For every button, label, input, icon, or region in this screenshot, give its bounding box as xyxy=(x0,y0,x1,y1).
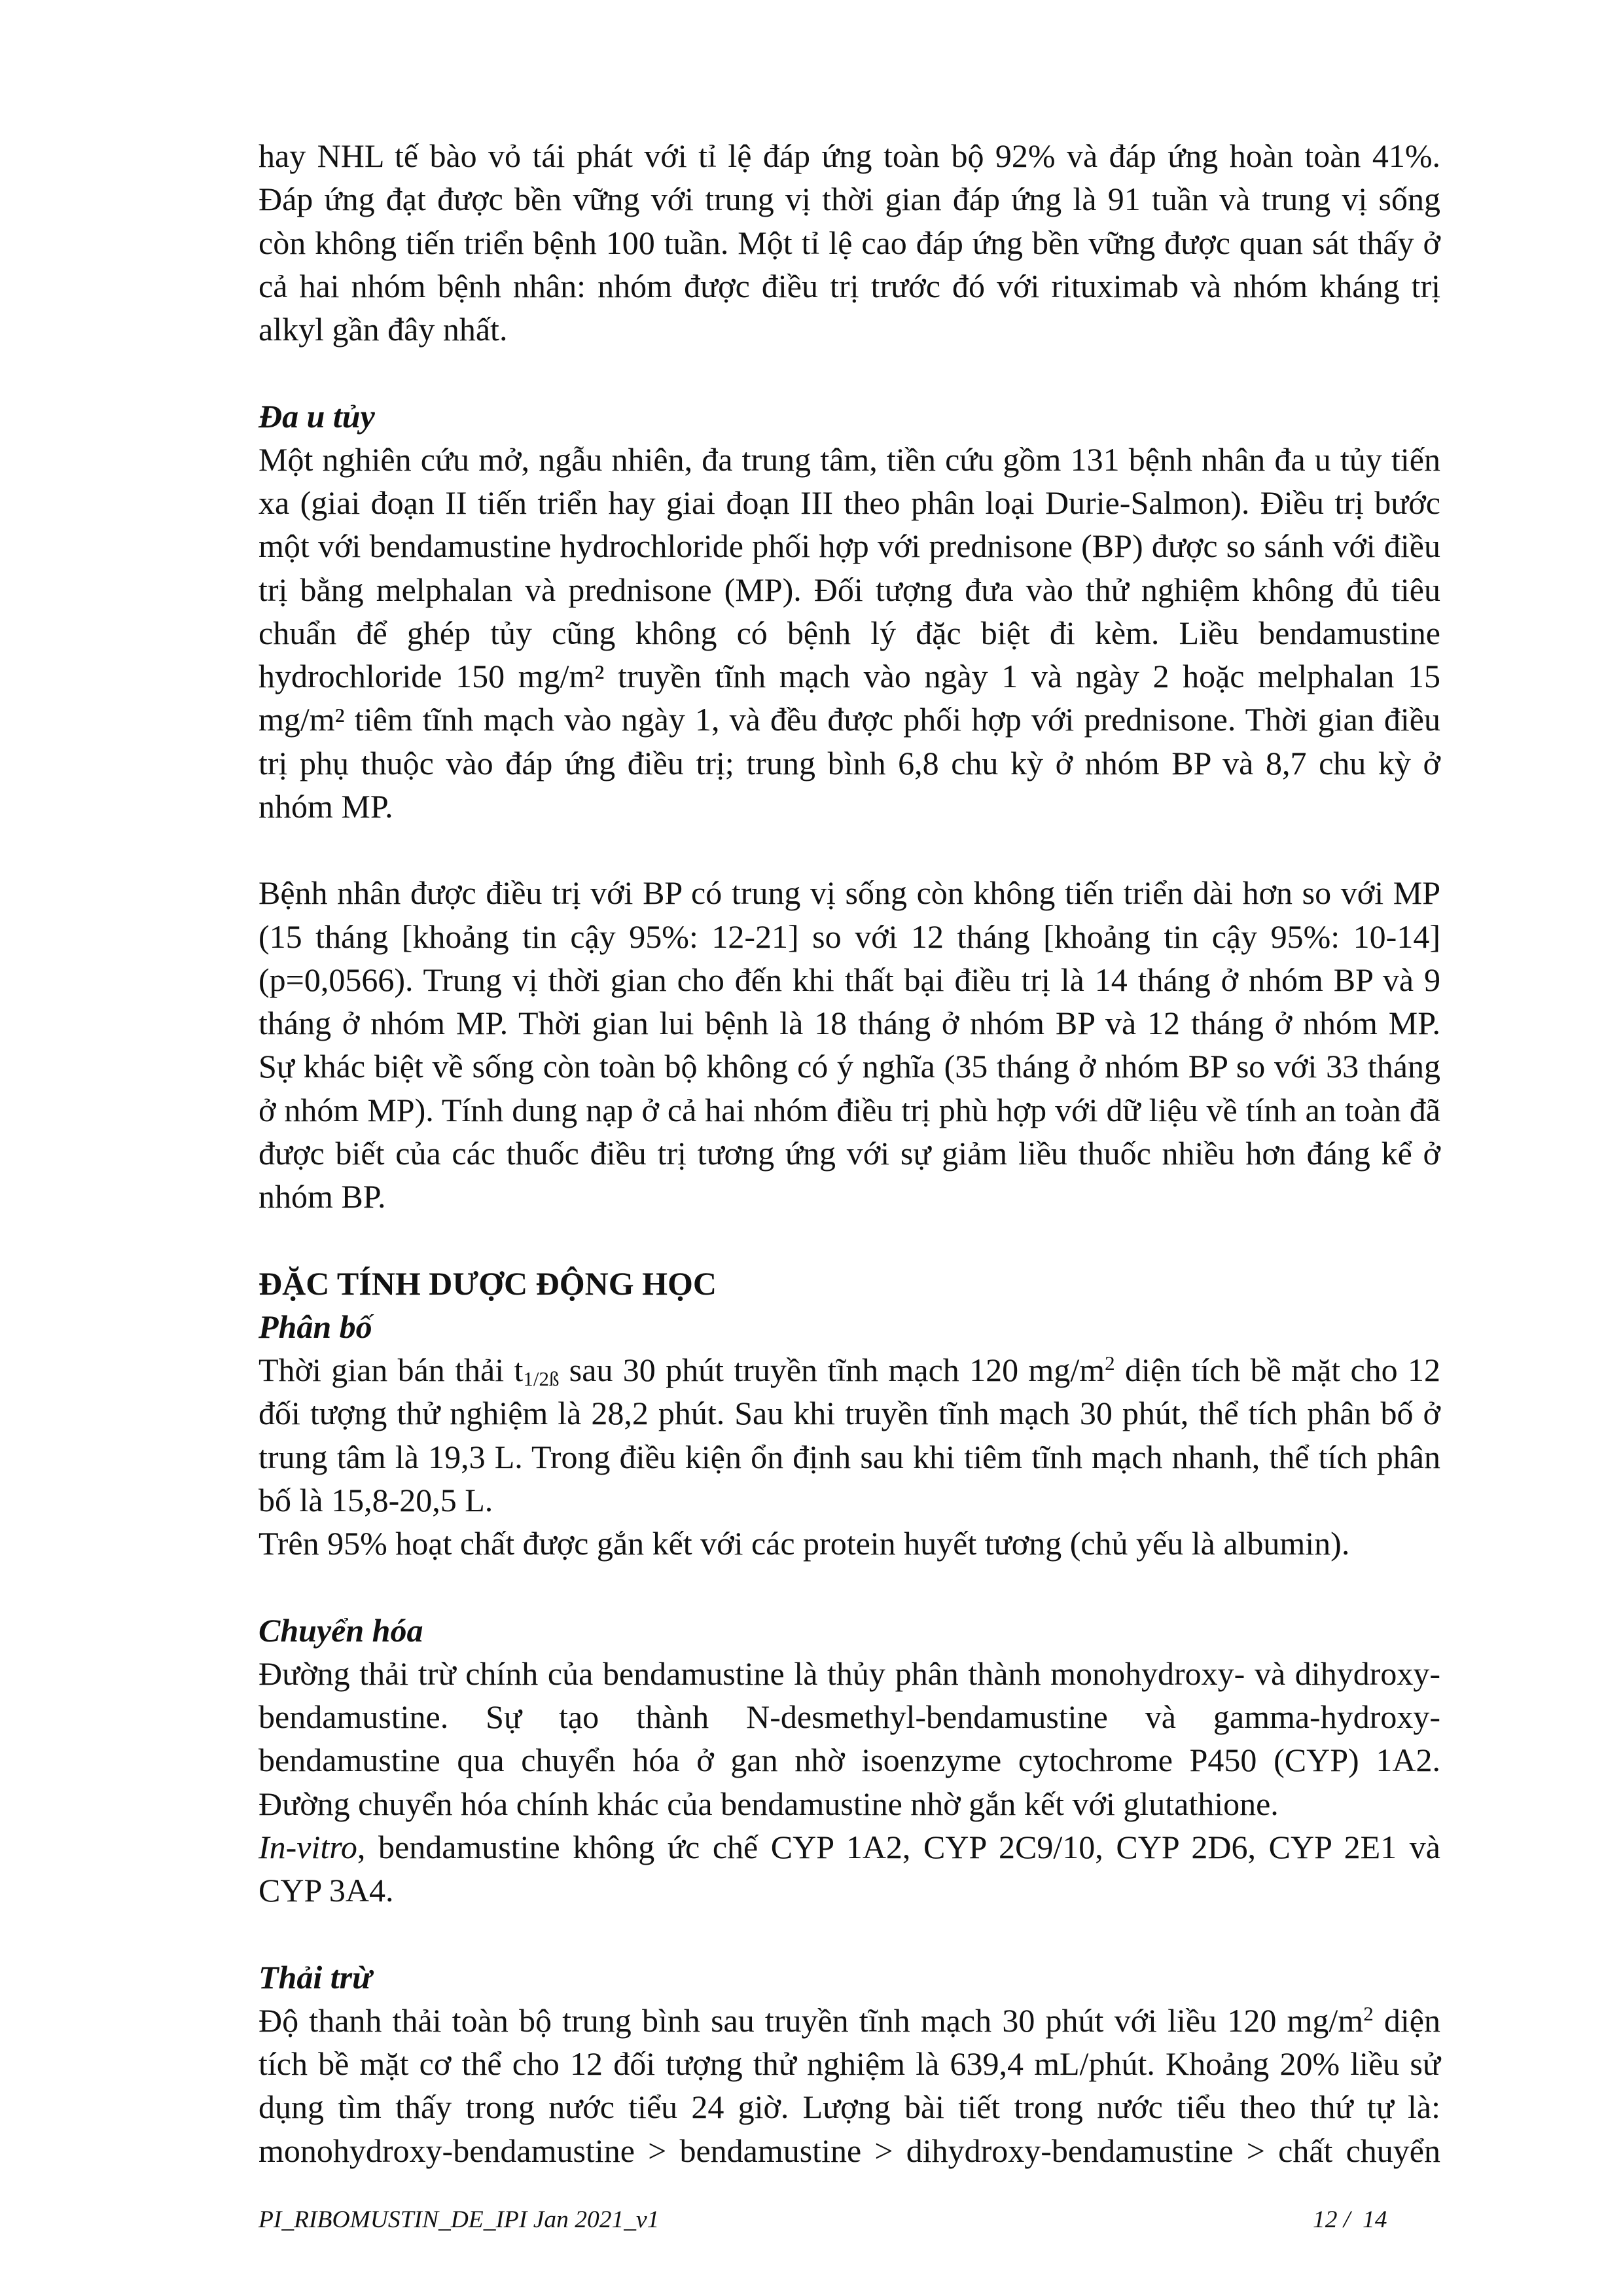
paragraph-line: dụng tìm thấy trong nước tiểu 24 giờ. Lượng bài tiết trong nước tiểu theo thứ tự là: xyxy=(259,2089,1440,2126)
paragraph-line: Một nghiên cứu mở, ngẫu nhiên, đa trung tâm, tiền cứu gồm 131 bệnh nhân đa u tủy tiến xyxy=(259,440,1440,478)
subscript-text: 1/2ß xyxy=(523,1367,560,1390)
paragraph-line: xa (giai đoạn II tiến triển hay giai đoạn III theo phân loại Durie-Salmon). Điều trị bước xyxy=(259,484,1440,521)
subsection-heading: Chuyển hóa xyxy=(259,1611,423,1649)
superscript-text: 2 xyxy=(1363,2001,1374,2025)
text-segment: Độ thanh thải toàn bộ trung bình sau truyền tĩnh mạch 30 phút với liều 120 mg/m xyxy=(259,2001,1364,2039)
paragraph-line: CYP 3A4. xyxy=(259,1872,394,1909)
paragraph-line: được biết của các thuốc điều trị tương ứng với sự giảm liều thuốc nhiều hơn đáng kể ở xyxy=(259,1134,1440,1172)
document-body xyxy=(259,134,1440,2172)
footer-document-code: PI_RIBOMUSTIN_DE_IPI Jan 2021_v1 xyxy=(259,2206,660,2233)
paragraph-line: Sự khác biệt về sống còn toàn bộ không có ý nghĩa (35 tháng ở nhóm BP so với 33 tháng xyxy=(259,1048,1440,1085)
text-segment: , bendamustine không ức chế CYP 1A2, CYP 2C9/10, CYP 2D6, CYP 2E1 và xyxy=(357,1828,1440,1865)
paragraph-line: Đường thải trừ chính của bendamustine là thủy phân thành monohydroxy- và dihydroxy- xyxy=(259,1655,1440,1692)
paragraph-line: tích bề mặt cơ thể cho 12 đối tượng thử nghiệm là 639,4 mL/phút. Khoảng 20% liều sử xyxy=(259,2045,1440,2082)
paragraph-line: ở nhóm MP). Tính dung nạp ở cả hai nhóm điều trị phù hợp với dữ liệu về tính an toàn đã xyxy=(259,1091,1440,1128)
paragraph-line: monohydroxy-bendamustine > bendamustine > dihydroxy-bendamustine > chất chuyển xyxy=(259,2132,1440,2169)
section-heading: ĐẶC TÍNH DƯỢC ĐỘNG HỌC xyxy=(259,1265,717,1302)
subsection-heading: Đa u tủy xyxy=(259,397,375,435)
subsection-heading: Phân bố xyxy=(259,1308,372,1345)
paragraph-line: hydrochloride 150 mg/m² truyền tĩnh mạch vào ngày 1 và ngày 2 hoặc melphalan 15 xyxy=(259,658,1440,694)
paragraph-spacer xyxy=(259,1218,1440,1261)
paragraph-line: trị bằng melphalan và prednisone (MP). Đối tượng đưa vào thử nghiệm không đủ tiêu xyxy=(259,571,1440,608)
paragraph-line: trung tâm là 19,3 L. Trong điều kiện ổn định sau khi tiêm tĩnh mạch nhanh, thể tích phân xyxy=(259,1438,1440,1475)
text-segment: diện xyxy=(1373,2001,1440,2039)
paragraph-line: Bệnh nhân được điều trị với BP có trung vị sống còn không tiến triển dài hơn so với MP xyxy=(259,874,1440,912)
paragraph-line: một với bendamustine hydrochloride phối hợp với prednisone (BP) được so sánh với điều xyxy=(259,528,1440,565)
paragraph-line: mg/m² tiêm tĩnh mạch vào ngày 1, và đều được phối hợp với prednisone. Thời gian điều xyxy=(259,701,1440,738)
paragraph-line: Đáp ứng đạt được bền vững với trung vị thời gian đáp ứng là 91 tuần và trung vị sống xyxy=(259,181,1440,218)
text-segment: Thời gian bán thải t xyxy=(259,1352,524,1388)
paragraph-spacer xyxy=(259,1565,1440,1608)
paragraph-line xyxy=(259,1348,1440,1391)
paragraph-line: nhóm MP. xyxy=(259,787,393,825)
paragraph-line xyxy=(259,1825,1440,1869)
paragraph-line: (p=0,0566). Trung vị thời gian cho đến khi thất bại điều trị là 14 tháng ở nhóm BP và 9 xyxy=(259,961,1440,998)
paragraph-spacer xyxy=(259,828,1440,871)
paragraph-line: bendamustine. Sự tạo thành N-desmethyl-bendamustine và gamma-hydroxy- xyxy=(259,1698,1440,1735)
paragraph-line: nhóm BP. xyxy=(259,1178,386,1215)
paragraph-line: bendamustine qua chuyển hóa ở gan nhờ isoenzyme cytochrome P450 (CYP) 1A2. xyxy=(259,1742,1440,1779)
paragraph-line: bố là 15,8-20,5 L. xyxy=(259,1481,493,1518)
paragraph-spacer xyxy=(259,351,1440,394)
text-segment: sau 30 phút truyền tĩnh mạch 120 mg/m xyxy=(559,1352,1105,1388)
italic-term: In-vitro xyxy=(259,1828,357,1865)
paragraph-line: hay NHL tế bào vỏ tái phát với tỉ lệ đáp ứng toàn bộ 92% và đáp ứng hoàn toàn 41%. xyxy=(259,137,1440,174)
paragraph-line: còn không tiến triển bệnh 100 tuần. Một tỉ lệ cao đáp ứng bền vững được quan sát thấy ở xyxy=(259,224,1440,261)
text-segment: diện tích bề mặt cho 12 xyxy=(1115,1352,1440,1388)
superscript-text: 2 xyxy=(1105,1351,1115,1374)
paragraph-line: Đường chuyển hóa chính khác của bendamustine nhờ gắn kết với glutathione. xyxy=(259,1785,1279,1822)
footer-page-number: 12 / 14 xyxy=(1313,2206,1387,2233)
paragraph-line: Trên 95% hoạt chất được gắn kết với các protein huyết tương (chủ yếu là albumin). xyxy=(259,1525,1350,1562)
paragraph-spacer xyxy=(259,1912,1440,1955)
paragraph-line: (15 tháng [khoảng tin cậy 95%: 12-21] so với 12 tháng [khoảng tin cậy 95%: 10-14] xyxy=(259,918,1440,955)
paragraph-line: alkyl gần đây nhất. xyxy=(259,311,508,348)
paragraph-line: tháng ở nhóm MP. Thời gian lui bệnh là 18 tháng ở nhóm BP và 12 tháng ở nhóm MP. xyxy=(259,1005,1440,1041)
paragraph-line: chuẩn để ghép tủy cũng không có bệnh lý đặc biệt đi kèm. Liều bendamustine xyxy=(259,614,1440,651)
subsection-heading: Thải trừ xyxy=(259,1958,372,1996)
paragraph-line xyxy=(259,1999,1440,2042)
paragraph-line: trị phụ thuộc vào đáp ứng điều trị; trung bình 6,8 chu kỳ ở nhóm BP và 8,7 chu kỳ ở xyxy=(259,744,1440,781)
paragraph-line: cả hai nhóm bệnh nhân: nhóm được điều trị trước đó với rituximab và nhóm kháng trị xyxy=(259,267,1440,304)
paragraph-line: đối tượng thử nghiệm là 28,2 phút. Sau khi truyền tĩnh mạch 30 phút, thể tích phân bố ở xyxy=(259,1395,1440,1432)
